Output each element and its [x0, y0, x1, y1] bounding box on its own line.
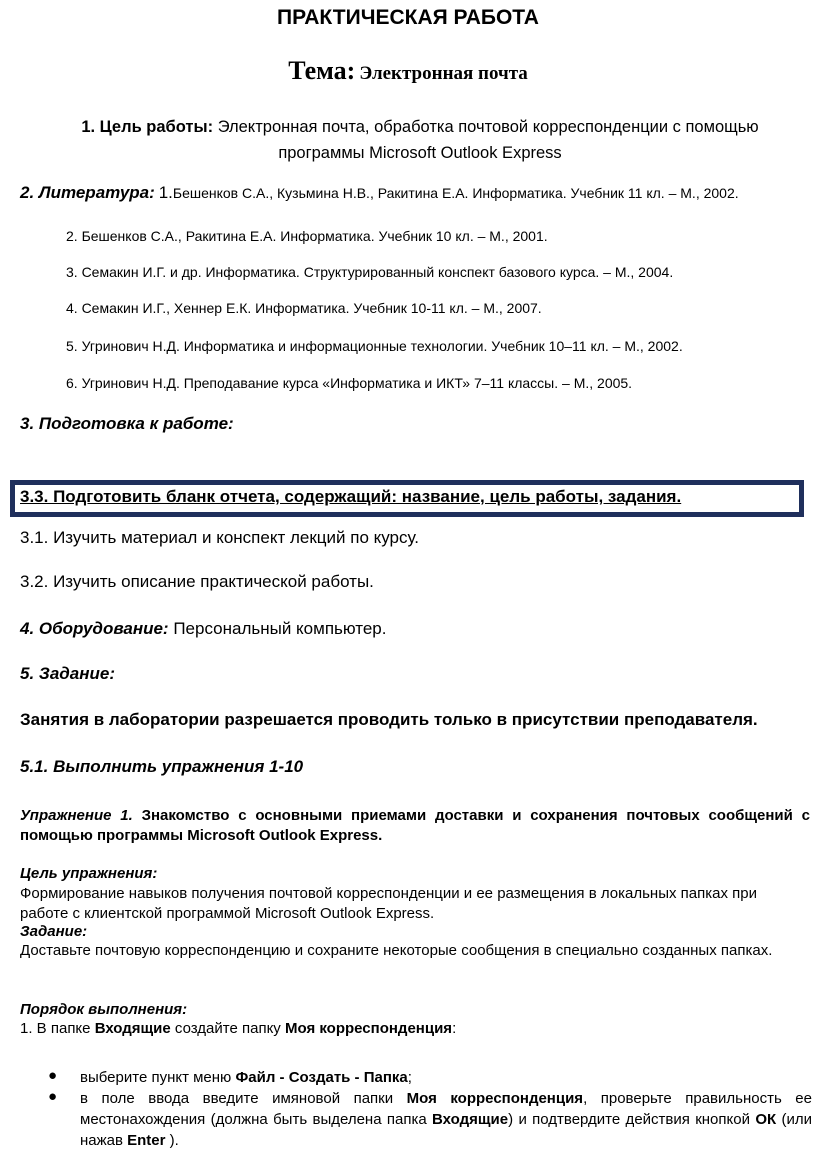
work-goal-text: Электронная почта, обработка почтовой корреспонденции с помощью программы Microsoft Outlook Express: [217, 118, 759, 162]
bullet-text: выберите пункт меню: [80, 1069, 236, 1086]
task-subheading: 5.1. Выполнить упражнения 1-10: [20, 757, 304, 776]
literature-item: 3. Семакин И.Г. и др. Информатика. Структурированный конспект базового курса. – М., 2004.: [66, 264, 674, 280]
step-1-text: создайте папку: [170, 1020, 285, 1037]
bullet-text: ).: [165, 1132, 179, 1149]
topic-line: [0, 56, 816, 86]
bullet-item: [80, 1067, 812, 1088]
bullet-text: в поле ввода введите имяновой папки: [80, 1090, 407, 1107]
ok-key: ОК: [755, 1111, 777, 1128]
topic-label: Тема:: [288, 56, 356, 85]
exercise-goal-text: Формирование навыков получения почтовой корреспонденции и ее размещения в локальных папках при работе с клиентской программой Microsoft Outlook Express.: [20, 885, 757, 922]
bullet-text: (или нажав: [80, 1111, 812, 1149]
bullet-text: ) и подтвердите действия кнопкой: [508, 1111, 756, 1128]
work-goal-label: 1. Цель работы:: [81, 118, 214, 136]
literature-item: 6. Угринович Н.Д. Преподавание курса «Информатика и ИКТ» 7–11 классы. – М., 2005.: [66, 375, 633, 391]
literature-item: 4. Семакин И.Г., Хеннер Е.К. Информатика. Учебник 10-11 кл. – М., 2007.: [66, 300, 542, 316]
exercise-title: [20, 806, 810, 846]
preparation-heading: 3. Подготовка к работе:: [20, 414, 234, 433]
exercise-title-text: Знакомство с основными приемами доставки и сохранения почтовых сообщений с помощью программы Microsoft Outlook Express.: [20, 807, 810, 844]
preparation-item: 3.1. Изучить материал и конспект лекций по курсу.: [20, 528, 420, 547]
exercise-goal-label: Цель упражнения:: [20, 865, 158, 882]
exercise-task-text: Доставьте почтовую корреспонденцию и сохраните некоторые сообщения в специально созданных папках.: [20, 942, 773, 959]
topic-value: Электронная почта: [359, 63, 528, 84]
exercise-label: Упражнение 1.: [20, 807, 133, 824]
literature-first-text: Бешенков С.А., Кузьмина Н.В., Ракитина Е.А. Информатика. Учебник 11 кл. – М., 2002.: [172, 185, 739, 201]
bullet-icon: ●: [48, 1067, 58, 1084]
work-goal: [60, 114, 780, 166]
bullet-icon: ●: [48, 1088, 58, 1105]
menu-path: Файл - Создать - Папка: [235, 1069, 408, 1086]
step-1: [20, 1020, 456, 1037]
folder-name: Моя корреспонденция: [406, 1090, 584, 1107]
equipment-line: [20, 619, 386, 639]
literature-first-num: 1.: [158, 183, 173, 202]
bullet-text: ;: [407, 1069, 412, 1086]
step-1-folder-name: Моя корреспонденция: [284, 1020, 453, 1037]
literature-heading: 2. Литература:: [20, 183, 155, 202]
task-heading: 5. Задание:: [20, 664, 116, 683]
enter-key: Enter: [127, 1132, 166, 1149]
literature-item: 2. Бешенков С.А., Ракитина Е.А. Информатика. Учебник 10 кл. – М., 2001.: [66, 228, 548, 244]
literature-item: 5. Угринович Н.Д. Информатика и информационные технологии. Учебник 10–11 кл. – М., 2002.: [66, 338, 683, 354]
equipment-label: 4. Оборудование:: [20, 619, 169, 638]
step-1-text: 1. В папке: [20, 1020, 95, 1037]
exercise-task-label: Задание:: [20, 923, 88, 940]
order-label: Порядок выполнения:: [20, 1001, 188, 1018]
bullet-text: , проверьте правильность ее местонахождения (должна быть выделена папка: [80, 1090, 812, 1128]
bullet-item: [80, 1088, 812, 1151]
preparation-highlight: 3.3. Подготовить бланк отчета, содержащий: название, цель работы, задания.: [20, 487, 682, 506]
equipment-text: Персональный компьютер.: [173, 619, 387, 638]
lab-warning: Занятия в лаборатории разрешается проводить только в присутствии преподавателя.: [20, 710, 758, 729]
page-title: ПРАКТИЧЕСКАЯ РАБОТА: [277, 6, 539, 29]
folder-inbox: Входящие: [432, 1111, 509, 1128]
step-1-folder-inbox: Входящие: [94, 1020, 171, 1037]
step-1-text: :: [452, 1020, 457, 1037]
preparation-item: 3.2. Изучить описание практической работы.: [20, 572, 374, 591]
literature-first: [20, 183, 739, 203]
